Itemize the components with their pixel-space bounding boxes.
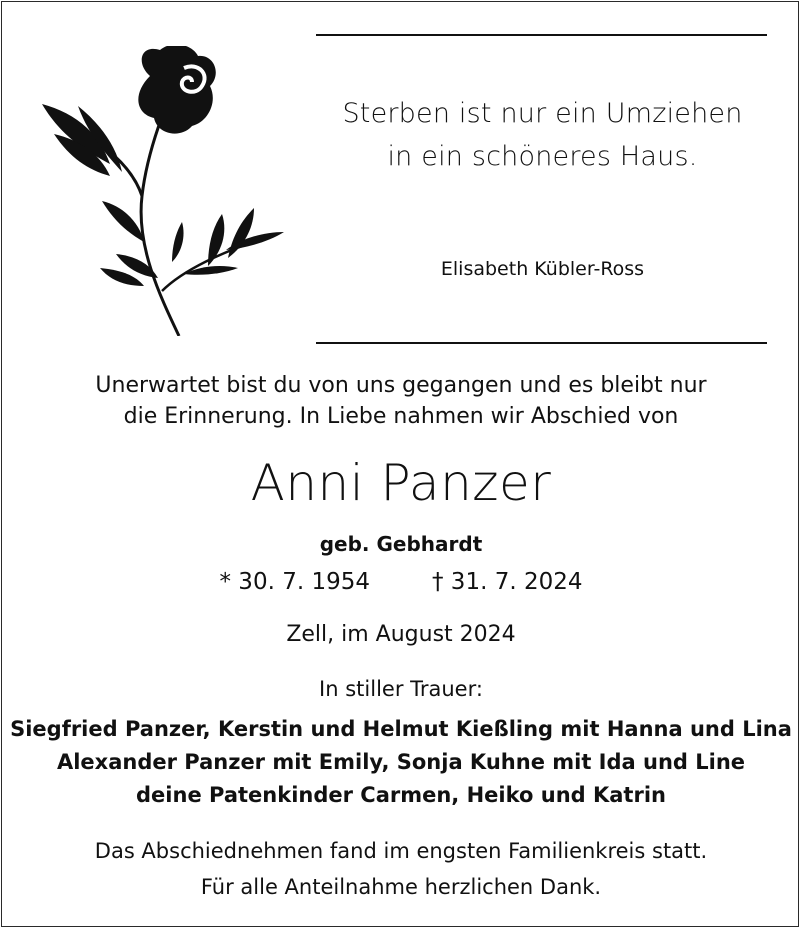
birth-date: * 30. 7. 1954 [219,569,370,595]
mourning-label: In stiller Trauer: [319,677,483,701]
quote-line-1: Sterben ist nur ein Umziehen [342,98,743,129]
quote [320,92,765,178]
mourners-line-2: Alexander Panzer mit Emily, Sonja Kuhne mit Ida und Line [56,750,746,774]
intro-text [2,370,800,432]
quote-line-2: in ein schöneres Haus. [387,141,698,172]
life-dates [2,569,800,595]
closing-text [2,833,800,905]
closing-line-2: Für alle Anteilnahme herzlichen Dank. [200,875,602,899]
quote-author: Elisabeth Kübler-Ross [440,258,645,280]
closing-line-1: Das Abschiednehmen fand im engsten Familienkreis statt. [94,839,708,863]
mourners-line-3: deine Patenkinder Carmen, Heiko und Katrin [136,783,666,807]
intro-line-2: die Erinnerung. In Liebe nahmen wir Abschied von [123,404,679,429]
deceased-name: Anni Panzer [250,454,552,512]
mourners-line-1: Siegfried Panzer, Kerstin und Helmut Kießling mit Hanna und Lina [10,717,792,741]
bottom-rule [316,342,767,344]
death-date: † 31. 7. 2024 [432,569,583,595]
place-date: Zell, im August 2024 [286,622,516,647]
intro-line-1: Unerwartet bist du von uns gegangen und es bleibt nur [95,373,707,398]
rose-icon [32,46,297,336]
maiden-name: geb. Gebhardt [319,532,483,556]
mourners-list [2,713,800,812]
obituary-notice [1,1,799,927]
top-rule [316,34,767,36]
